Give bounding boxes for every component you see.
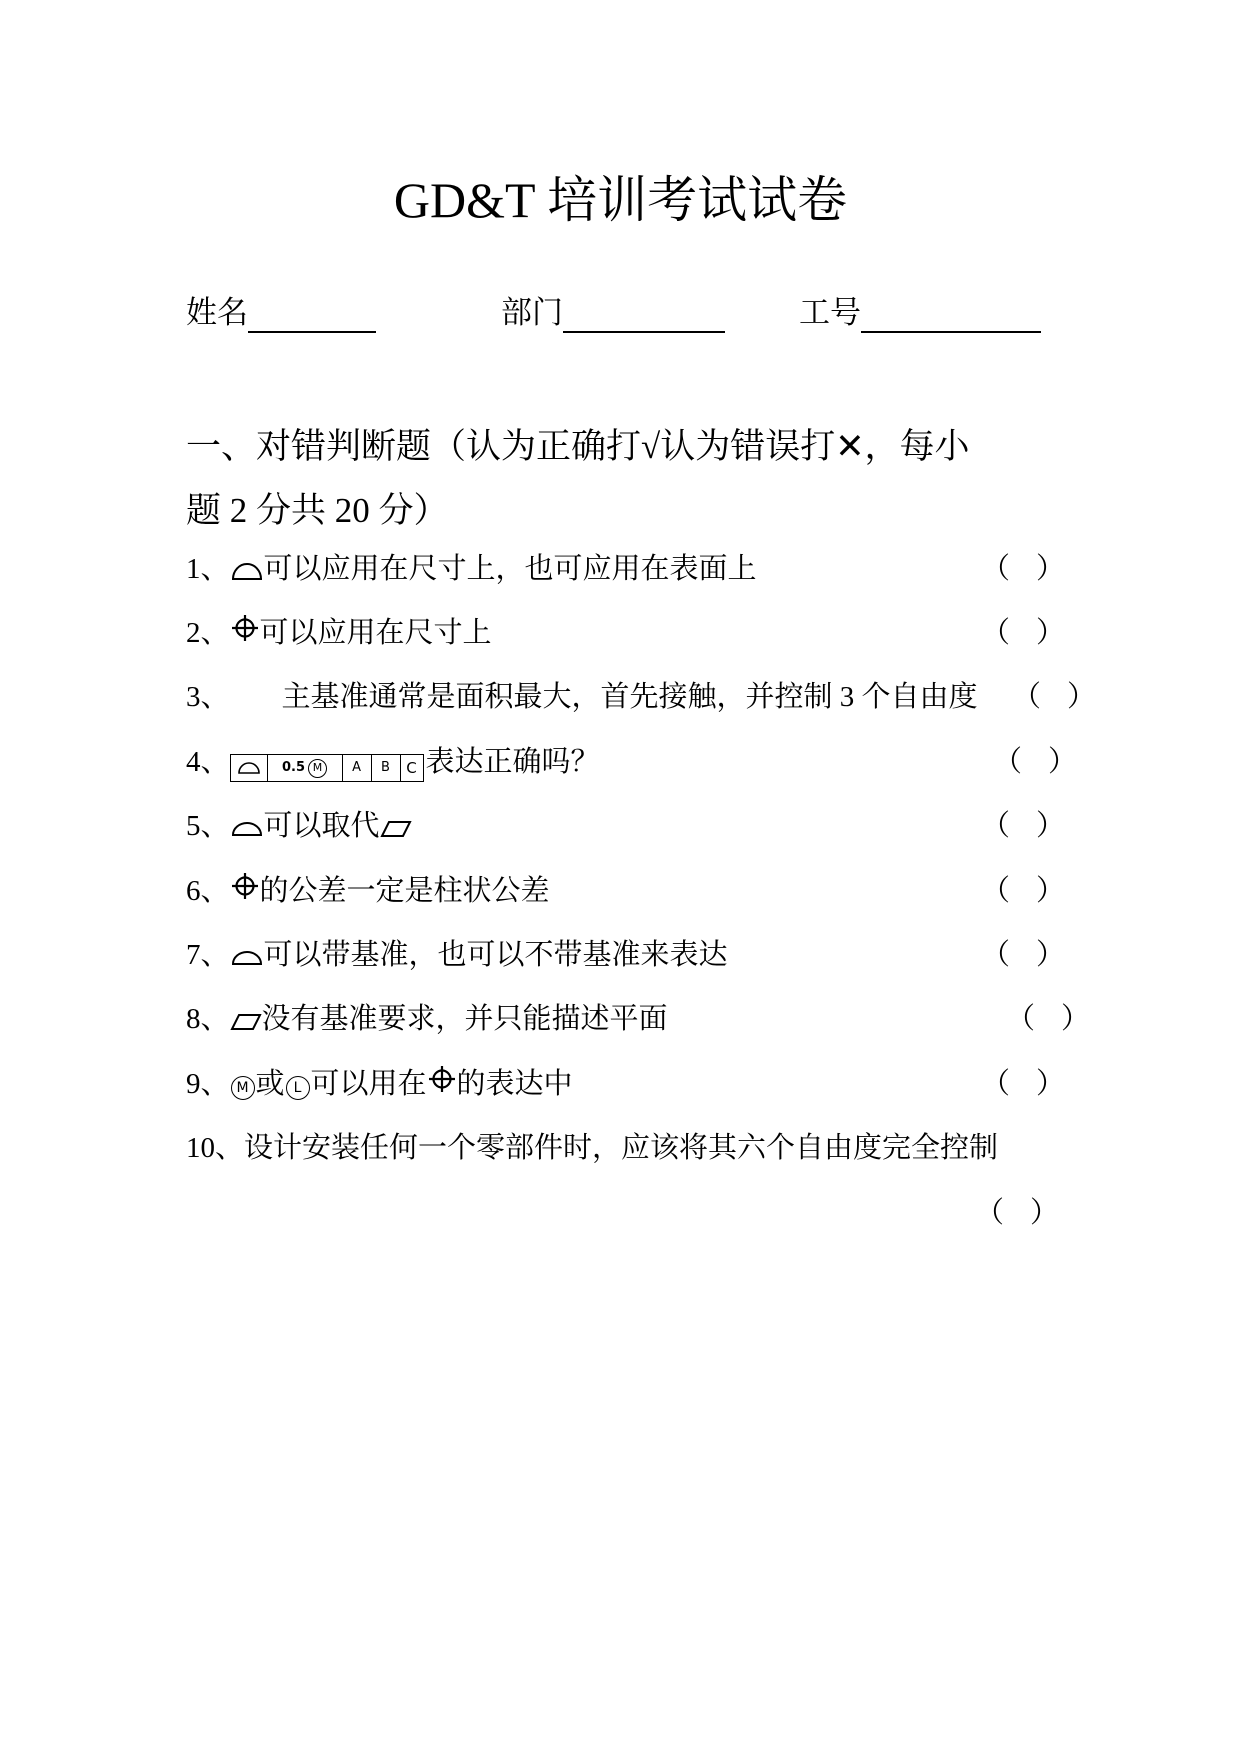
question-8 [186,999,668,1039]
position-icon [230,614,260,644]
answer-paren-8[interactable]: （ ） [1006,1003,1091,1035]
mmc-modifier-icon: M [231,1076,255,1100]
question-number: 5、 [186,810,230,842]
question-5 [186,806,412,846]
question-text: 表达正确吗？ [425,746,600,778]
name-label: 姓名 [186,295,248,330]
profile-of-line-icon [230,558,264,582]
question-text: 设计安装任何一个零部件时，应该将其六个自由度完全控制 [244,1132,999,1164]
section-heading [186,415,1066,543]
name-blank[interactable] [248,299,376,333]
dept-label: 部门 [501,295,563,330]
exam-title: GD&T 培训考试试卷 [393,172,848,228]
question-number: 6、 [186,875,230,907]
id-field [799,293,1041,333]
question-text: 主基准通常是面积最大，首先接触，并控制 3 个自由度 [281,681,978,713]
tolerance-cell [268,755,343,781]
question-9 [186,1064,573,1104]
question-number: 7、 [186,939,230,971]
question-10 [186,1128,998,1168]
profile-of-surface-icon [230,817,264,839]
question-text: 可以带基准，也可以不带基准来表达 [263,939,728,971]
question-6 [186,871,550,911]
question-text-b: 可以用在 [310,1068,427,1100]
question-text-c: 的表达中 [456,1068,573,1100]
question-number: 8、 [186,1003,230,1035]
answer-paren-5[interactable]: （ ） [981,810,1066,842]
answer-paren-9[interactable]: （ ） [981,1068,1066,1100]
question-7 [186,935,728,975]
datum-a: A [343,755,372,781]
id-label: 工号 [799,295,861,330]
question-text: 可以应用在尺寸上，也可应用在表面上 [263,553,757,585]
mmc-modifier-icon: M [308,759,327,778]
question-text: 没有基准要求，并只能描述平面 [261,1003,668,1035]
name-field [186,293,376,333]
section-heading-line1: 一、对错判断题（认为正确打√认为错误打✕，每小 [186,427,970,466]
question-number: 3、 [186,681,230,713]
lmc-modifier-icon: L [286,1076,310,1100]
profile-of-surface-icon [230,946,264,968]
profile-of-surface-icon [231,755,268,781]
dept-field [501,293,725,333]
answer-paren-4[interactable]: （ ） [993,746,1078,778]
answer-paren-1[interactable]: （ ） [981,553,1066,585]
position-icon [230,872,260,902]
flatness-icon [380,819,412,839]
question-number: 2、 [186,617,230,649]
datum-b: B [372,755,401,781]
question-4 [186,742,600,782]
datum-c: C [406,759,417,777]
answer-paren-2[interactable]: （ ） [981,617,1066,649]
question-text-a: 或 [255,1068,285,1100]
question-text: 可以应用在尺寸上 [259,617,492,649]
question-text: 可以取代 [263,810,380,842]
question-number: 1、 [186,553,230,585]
answer-paren-6[interactable]: （ ） [981,875,1066,907]
question-1 [186,549,757,589]
question-text: 的公差一定是柱状公差 [259,875,550,907]
question-number: 4、 [186,746,230,778]
answer-paren-3[interactable]: （ ） [1012,681,1097,713]
id-blank[interactable] [861,299,1041,333]
feature-control-frame [230,754,424,782]
answer-paren-7[interactable]: （ ） [981,939,1066,971]
dept-blank[interactable] [563,299,725,333]
position-icon [427,1065,457,1095]
answer-paren-10[interactable]: （ ） [975,1197,1060,1229]
question-number: 9、 [186,1068,230,1100]
question-2 [186,613,492,653]
section-heading-line2: 题 2 分共 20 分） [186,491,449,530]
question-number: 10、 [186,1132,245,1164]
tolerance-value: 0.5 [282,760,306,775]
question-3 [186,677,978,717]
flatness-icon [230,1012,262,1032]
